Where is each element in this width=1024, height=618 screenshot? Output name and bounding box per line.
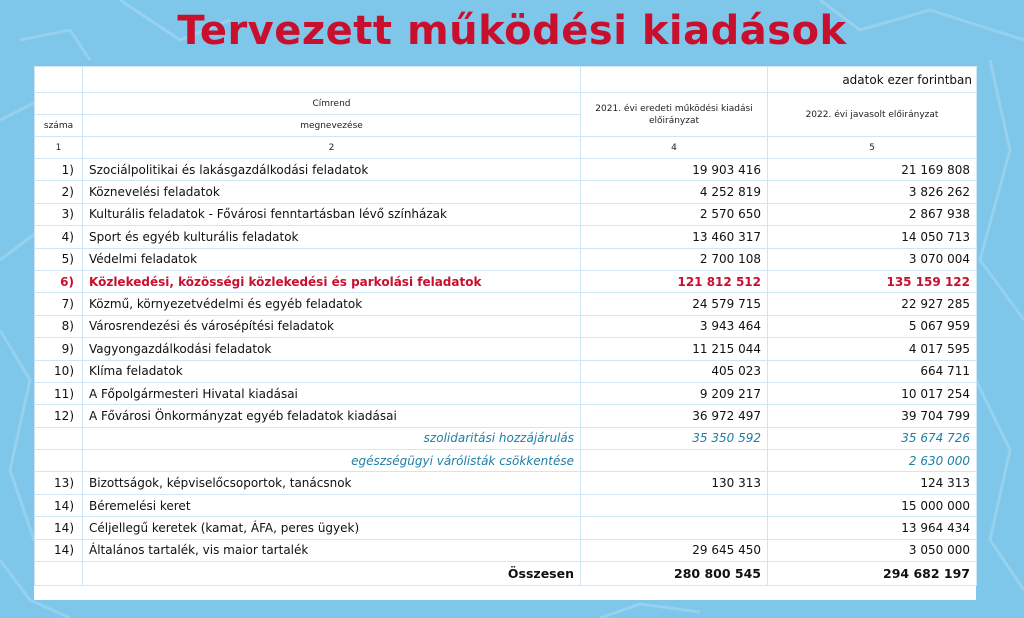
row-number: 1) (35, 159, 83, 181)
row-number: 14) (35, 517, 83, 539)
row-name: Városrendezési és városépítési feladatok (83, 315, 581, 337)
row-number: 6) (35, 270, 83, 292)
header-row-unit (35, 67, 977, 93)
row-number: 2) (35, 181, 83, 203)
table-row (35, 427, 977, 449)
row-name: Sport és egyéb kulturális feladatok (83, 226, 581, 248)
cimrend-label: Címrend (83, 93, 581, 115)
row-name: egészségügyi várólisták csökkentése (83, 450, 581, 472)
col-2022-header: 2022. évi javasolt előirányzat (768, 93, 977, 137)
header-row-cimrend (35, 93, 977, 115)
table-row (35, 382, 977, 404)
row-number: 12) (35, 405, 83, 427)
value-2022: 2 867 938 (768, 203, 977, 225)
value-2021: 2 570 650 (581, 203, 768, 225)
value-2021: 130 313 (581, 472, 768, 494)
expenditure-table-container (34, 66, 976, 600)
row-name: Vagyongazdálkodási feladatok (83, 338, 581, 360)
header-row-index (35, 137, 977, 159)
row-name: Kulturális feladatok - Fővárosi fenntartásban lévő színházak (83, 203, 581, 225)
value-2022: 4 017 595 (768, 338, 977, 360)
value-2022: 14 050 713 (768, 226, 977, 248)
value-2021: 13 460 317 (581, 226, 768, 248)
col-2021-header: 2021. évi eredeti működési kiadási előirányzat (581, 93, 768, 137)
row-number: 11) (35, 382, 83, 404)
table-row (35, 315, 977, 337)
table-row (35, 494, 977, 516)
value-2021: 29 645 450 (581, 539, 768, 561)
value-2021 (581, 517, 768, 539)
value-2021: 4 252 819 (581, 181, 768, 203)
row-number (35, 427, 83, 449)
value-2022: 3 050 000 (768, 539, 977, 561)
value-2021: 9 209 217 (581, 382, 768, 404)
row-name: Köznevelési feladatok (83, 181, 581, 203)
value-2021 (581, 494, 768, 516)
row-number: 7) (35, 293, 83, 315)
value-2022: 124 313 (768, 472, 977, 494)
value-2022: 664 711 (768, 360, 977, 382)
col-index-5: 5 (768, 137, 977, 159)
row-number: 4) (35, 226, 83, 248)
row-name: Bizottságok, képviselőcsoportok, tanácsnok (83, 472, 581, 494)
row-name: A Főpolgármesteri Hivatal kiadásai (83, 382, 581, 404)
table-row (35, 338, 977, 360)
value-2022: 2 630 000 (768, 450, 977, 472)
total-2021: 280 800 545 (581, 562, 768, 586)
row-number: 3) (35, 203, 83, 225)
value-2021: 24 579 715 (581, 293, 768, 315)
table-row (35, 517, 977, 539)
row-number: 9) (35, 338, 83, 360)
table-row (35, 203, 977, 225)
value-2021: 11 215 044 (581, 338, 768, 360)
row-name: Klíma feladatok (83, 360, 581, 382)
expenditure-table (34, 66, 977, 586)
value-2022: 35 674 726 (768, 427, 977, 449)
value-2022: 3 070 004 (768, 248, 977, 270)
table-row (35, 159, 977, 181)
row-number: 8) (35, 315, 83, 337)
row-number: 5) (35, 248, 83, 270)
row-name: Céljellegű keretek (kamat, ÁFA, peres ügyek) (83, 517, 581, 539)
table-row (35, 293, 977, 315)
table-row (35, 248, 977, 270)
row-name: szolidaritási hozzájárulás (83, 427, 581, 449)
value-2021: 19 903 416 (581, 159, 768, 181)
value-2022: 3 826 262 (768, 181, 977, 203)
value-2022: 13 964 434 (768, 517, 977, 539)
unit-note: adatok ezer forintban (768, 67, 977, 93)
total-label: Összesen (83, 562, 581, 586)
total-2022: 294 682 197 (768, 562, 977, 586)
value-2021: 35 350 592 (581, 427, 768, 449)
col-index-4: 4 (581, 137, 768, 159)
row-name: A Fővárosi Önkormányzat egyéb feladatok kiadásai (83, 405, 581, 427)
value-2021: 2 700 108 (581, 248, 768, 270)
szama-label: száma (35, 115, 83, 137)
row-number: 13) (35, 472, 83, 494)
value-2021 (581, 450, 768, 472)
table-row (35, 360, 977, 382)
row-number: 10) (35, 360, 83, 382)
row-name: Általános tartalék, vis maior tartalék (83, 539, 581, 561)
row-number (35, 450, 83, 472)
value-2021: 405 023 (581, 360, 768, 382)
row-number: 14) (35, 539, 83, 561)
row-name: Béremelési keret (83, 494, 581, 516)
value-2022: 39 704 799 (768, 405, 977, 427)
table-row (35, 450, 977, 472)
row-number: 14) (35, 494, 83, 516)
table-row (35, 472, 977, 494)
row-name: Védelmi feladatok (83, 248, 581, 270)
table-row (35, 270, 977, 292)
page-title: Tervezett működési kiadások (177, 8, 847, 54)
total-row (35, 562, 977, 586)
table-row (35, 405, 977, 427)
value-2022: 5 067 959 (768, 315, 977, 337)
row-name: Közlekedési, közösségi közlekedési és parkolási feladatok (83, 270, 581, 292)
col-index-1: 1 (35, 137, 83, 159)
value-2021: 121 812 512 (581, 270, 768, 292)
value-2021: 3 943 464 (581, 315, 768, 337)
table-row (35, 181, 977, 203)
row-name: Szociálpolitikai és lakásgazdálkodási feladatok (83, 159, 581, 181)
row-name: Közmű, környezetvédelmi és egyéb feladatok (83, 293, 581, 315)
value-2022: 135 159 122 (768, 270, 977, 292)
col-index-2: 2 (83, 137, 581, 159)
value-2022: 21 169 808 (768, 159, 977, 181)
value-2022: 10 017 254 (768, 382, 977, 404)
value-2022: 22 927 285 (768, 293, 977, 315)
value-2021: 36 972 497 (581, 405, 768, 427)
value-2022: 15 000 000 (768, 494, 977, 516)
megnevezese-label: megnevezése (83, 115, 581, 137)
table-row (35, 539, 977, 561)
table-row (35, 226, 977, 248)
